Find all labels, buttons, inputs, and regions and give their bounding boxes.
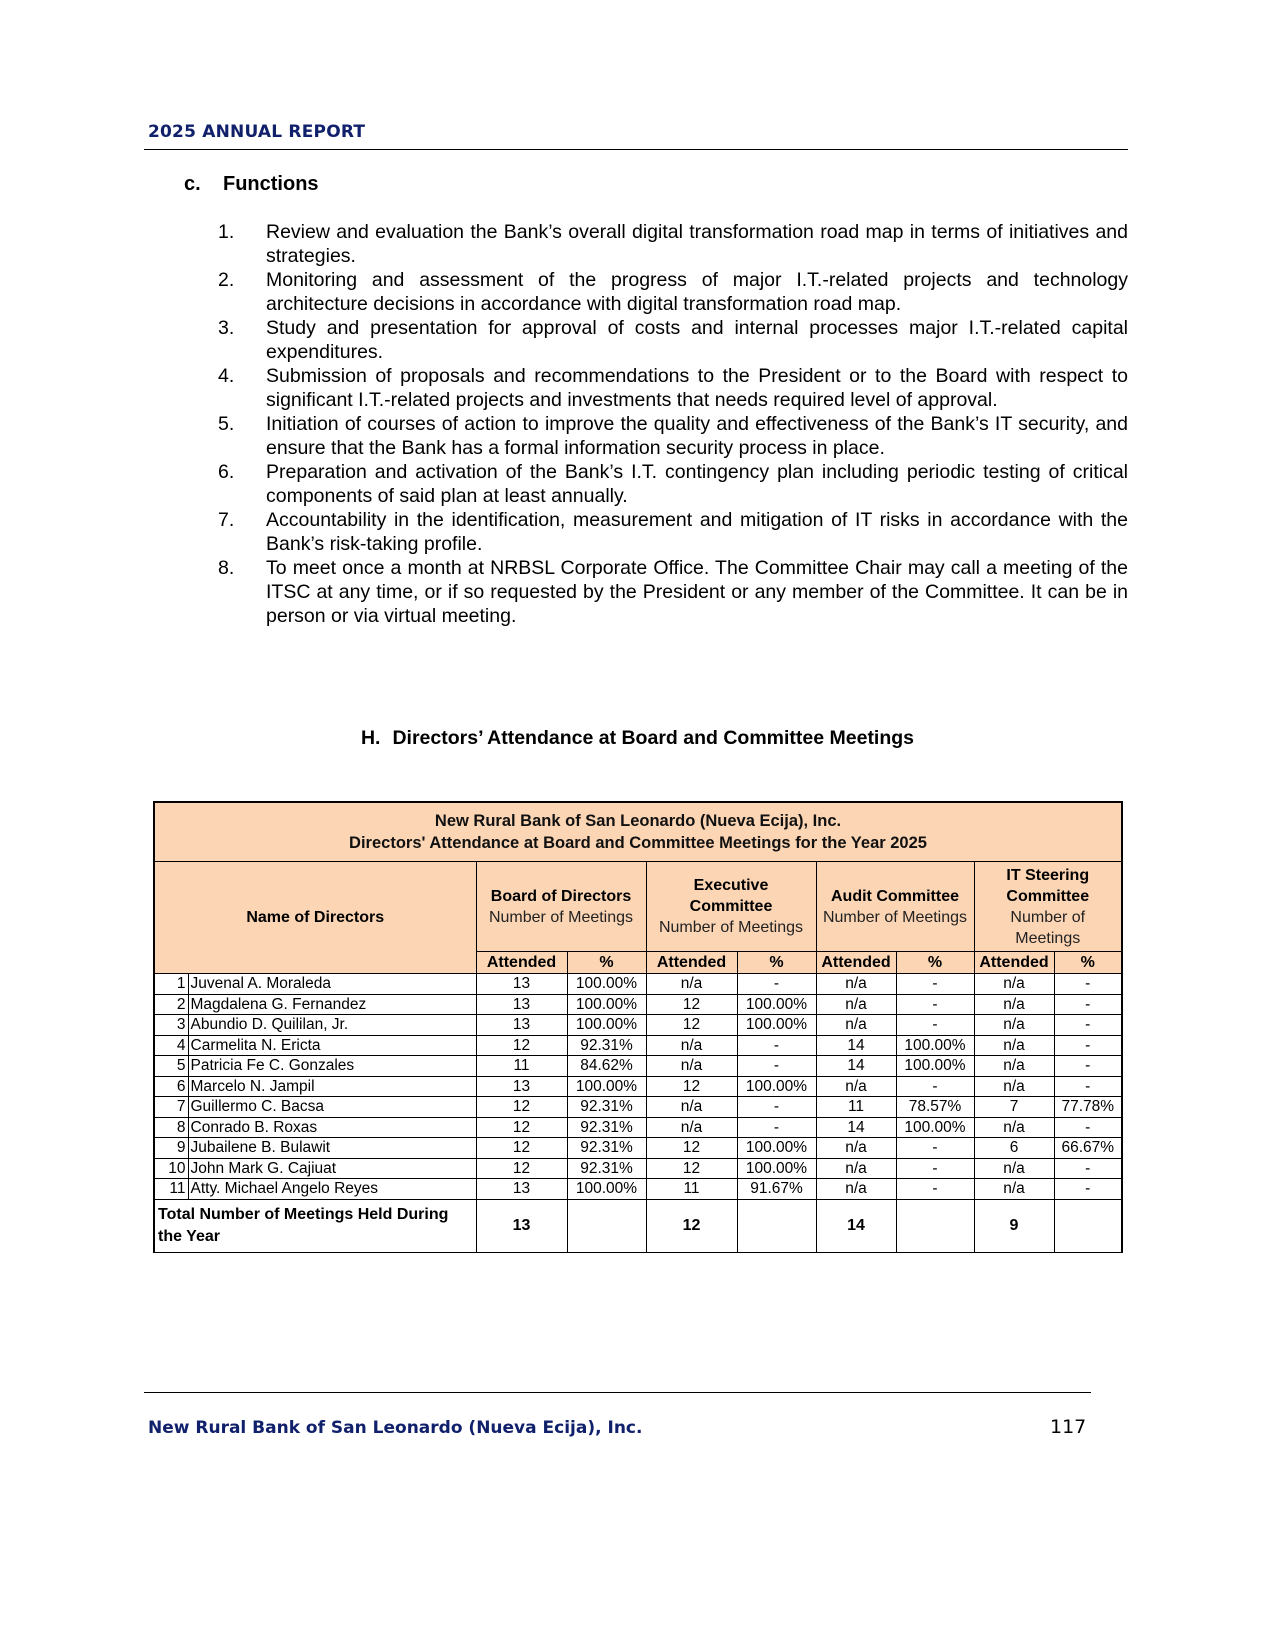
row-index: 11: [154, 1179, 188, 1200]
director-name: Guillermo C. Bacsa: [188, 1097, 476, 1118]
executive-header-sub: Number of Meetings: [658, 919, 804, 936]
board-pct-cell: 92.31%: [567, 1035, 646, 1056]
it-attended-cell: n/a: [974, 1015, 1054, 1036]
board-attended-cell: 13: [476, 1015, 567, 1036]
total-audit-blank: [896, 1199, 974, 1252]
table-row: [154, 1158, 1122, 1179]
row-index: 6: [154, 1076, 188, 1097]
board-pct-cell: 92.31%: [567, 1117, 646, 1138]
it-pct-cell: -: [1054, 994, 1122, 1015]
director-name: Atty. Michael Angelo Reyes: [188, 1179, 476, 1200]
board-attended-cell: 12: [476, 1158, 567, 1179]
executive-attended-cell: n/a: [646, 974, 737, 995]
list-item-text: Preparation and activation of the Bank’s I.T. contingency plan including periodic testing of critical components of said plan at least annually.: [266, 461, 1128, 507]
list-item-text: Accountability in the identification, measurement and mitigation of IT risks in accordance with the Bank’s risk-taking profile.: [266, 509, 1128, 555]
it-pct-cell: -: [1054, 1179, 1122, 1200]
executive-attended-cell: n/a: [646, 1097, 737, 1118]
footer-bank-name: New Rural Bank of San Leonardo (Nueva Ecija), Inc.: [148, 1418, 643, 1438]
header-divider: [144, 149, 1128, 150]
total-it: 9: [974, 1199, 1054, 1252]
it-attended-cell: n/a: [974, 974, 1054, 995]
list-item: [218, 508, 1128, 556]
it-steering-header-sub: Number of Meetings: [1010, 908, 1086, 947]
executive-pct-cell: 100.00%: [737, 1015, 816, 1036]
it-pct-header: %: [1054, 952, 1122, 974]
board-pct-cell: 100.00%: [567, 1015, 646, 1036]
audit-attended-cell: 11: [816, 1097, 896, 1118]
executive-pct-cell: -: [737, 1097, 816, 1118]
audit-pct-cell: 100.00%: [896, 1056, 974, 1077]
it-attended-cell: n/a: [974, 1158, 1054, 1179]
list-item-text: Study and presentation for approval of costs and internal processes major I.T.-related capital expenditures.: [266, 317, 1128, 363]
audit-pct-cell: -: [896, 1076, 974, 1097]
list-item-text: Submission of proposals and recommendations to the President or to the Board with respect to significant I.T.-related projects and investments that needs required level of approval.: [266, 365, 1128, 411]
functions-list: [218, 220, 1128, 628]
audit-attended-header: Attended: [816, 952, 896, 974]
it-pct-cell: -: [1054, 1076, 1122, 1097]
director-name: Carmelita N. Ericta: [188, 1035, 476, 1056]
executive-attended-cell: 12: [646, 1015, 737, 1036]
table-row: [154, 1117, 1122, 1138]
row-index: 3: [154, 1015, 188, 1036]
audit-header: [816, 862, 974, 952]
section-h-marker: H.: [360, 727, 381, 749]
audit-attended-cell: n/a: [816, 1076, 896, 1097]
audit-pct-cell: 78.57%: [896, 1097, 974, 1118]
executive-pct-cell: 100.00%: [737, 1158, 816, 1179]
executive-pct-cell: -: [737, 1117, 816, 1138]
table-row: [154, 1076, 1122, 1097]
it-attended-cell: n/a: [974, 1179, 1054, 1200]
table-title-line2: Directors' Attendance at Board and Committee Meetings for the Year 2025: [349, 834, 927, 852]
section-h-heading: [0, 727, 1275, 750]
executive-pct-cell: 100.00%: [737, 1076, 816, 1097]
list-item-text: Initiation of courses of action to improve the quality and effectiveness of the Bank’s IT security, and ensure that the Bank has a formal information security process in place.: [266, 413, 1128, 459]
table-title-line1: New Rural Bank of San Leonardo (Nueva Ecija), Inc.: [434, 812, 842, 830]
it-pct-cell: -: [1054, 1117, 1122, 1138]
row-index: 9: [154, 1138, 188, 1159]
attendance-table: [153, 801, 1123, 1253]
board-attended-cell: 12: [476, 1035, 567, 1056]
audit-pct-header: %: [896, 952, 974, 974]
board-pct-cell: 100.00%: [567, 1179, 646, 1200]
list-item: [218, 412, 1128, 460]
executive-pct-cell: 100.00%: [737, 994, 816, 1015]
executive-attended-cell: 12: [646, 1076, 737, 1097]
list-item: [218, 316, 1128, 364]
audit-pct-cell: -: [896, 1179, 974, 1200]
table-row: [154, 1138, 1122, 1159]
total-label: Total Number of Meetings Held During the Year: [154, 1199, 476, 1252]
list-item-number: 7.: [218, 509, 235, 531]
board-pct-header: %: [567, 952, 646, 974]
section-c-heading: [184, 173, 319, 196]
board-attended-cell: 12: [476, 1117, 567, 1138]
executive-attended-header: Attended: [646, 952, 737, 974]
list-item: [218, 460, 1128, 508]
audit-attended-cell: 14: [816, 1056, 896, 1077]
executive-pct-cell: -: [737, 1056, 816, 1077]
row-index: 1: [154, 974, 188, 995]
name-of-directors-header: Name of Directors: [154, 862, 476, 974]
it-pct-cell: 77.78%: [1054, 1097, 1122, 1118]
board-header-title: Board of Directors: [490, 887, 632, 905]
it-steering-header-title: IT Steering Committee: [1006, 866, 1090, 905]
row-index: 5: [154, 1056, 188, 1077]
table-row: [154, 974, 1122, 995]
director-name: Magdalena G. Fernandez: [188, 994, 476, 1015]
executive-header-title: Executive Committee: [689, 877, 773, 915]
list-item-number: 3.: [218, 317, 235, 339]
it-steering-header: [974, 862, 1122, 952]
it-pct-cell: -: [1054, 1158, 1122, 1179]
director-name: Marcelo N. Jampil: [188, 1076, 476, 1097]
it-pct-cell: -: [1054, 1056, 1122, 1077]
row-index: 8: [154, 1117, 188, 1138]
it-attended-header: Attended: [974, 952, 1054, 974]
report-header-title: 2025 ANNUAL REPORT: [148, 122, 366, 142]
director-name: Conrado B. Roxas: [188, 1117, 476, 1138]
board-pct-cell: 100.00%: [567, 994, 646, 1015]
list-item-text: Review and evaluation the Bank’s overall digital transformation road map in terms of initiatives and strategies.: [266, 221, 1128, 267]
audit-header-sub: Number of Meetings: [822, 908, 968, 926]
list-item-number: 1.: [218, 221, 235, 243]
row-index: 7: [154, 1097, 188, 1118]
table-row: [154, 1179, 1122, 1200]
list-item: [218, 268, 1128, 316]
list-item-number: 8.: [218, 557, 235, 579]
audit-pct-cell: -: [896, 1015, 974, 1036]
director-name: Patricia Fe C. Gonzales: [188, 1056, 476, 1077]
audit-attended-cell: 14: [816, 1035, 896, 1056]
list-item-number: 5.: [218, 413, 235, 435]
it-pct-cell: -: [1054, 1035, 1122, 1056]
table-row: [154, 994, 1122, 1015]
row-index: 2: [154, 994, 188, 1015]
executive-pct-cell: -: [737, 974, 816, 995]
board-header: [476, 862, 646, 952]
section-c-title: Functions: [223, 173, 319, 195]
audit-attended-cell: n/a: [816, 994, 896, 1015]
table-row: [154, 1056, 1122, 1077]
it-attended-cell: n/a: [974, 1117, 1054, 1138]
board-pct-cell: 100.00%: [567, 1076, 646, 1097]
audit-attended-cell: n/a: [816, 974, 896, 995]
director-rows: [154, 974, 1122, 1200]
audit-attended-cell: n/a: [816, 1158, 896, 1179]
it-attended-cell: n/a: [974, 1076, 1054, 1097]
audit-attended-cell: 14: [816, 1117, 896, 1138]
executive-attended-cell: 12: [646, 994, 737, 1015]
audit-pct-cell: -: [896, 1138, 974, 1159]
board-pct-cell: 92.31%: [567, 1097, 646, 1118]
director-name: John Mark G. Cajiuat: [188, 1158, 476, 1179]
it-attended-cell: 7: [974, 1097, 1054, 1118]
audit-attended-cell: n/a: [816, 1138, 896, 1159]
table-title: [154, 802, 1122, 862]
audit-attended-cell: n/a: [816, 1015, 896, 1036]
board-pct-cell: 84.62%: [567, 1056, 646, 1077]
executive-attended-cell: 12: [646, 1158, 737, 1179]
it-attended-cell: 6: [974, 1138, 1054, 1159]
director-name: Jubailene B. Bulawit: [188, 1138, 476, 1159]
board-attended-cell: 13: [476, 1076, 567, 1097]
total-it-blank: [1054, 1199, 1122, 1252]
board-attended-cell: 12: [476, 1138, 567, 1159]
total-executive: 12: [646, 1199, 737, 1252]
section-h-title: Directors’ Attendance at Board and Committee Meetings: [392, 727, 915, 749]
list-item-number: 4.: [218, 365, 235, 387]
it-pct-cell: 66.67%: [1054, 1138, 1122, 1159]
board-attended-cell: 11: [476, 1056, 567, 1077]
it-attended-cell: n/a: [974, 1056, 1054, 1077]
it-pct-cell: -: [1054, 974, 1122, 995]
executive-pct-cell: -: [737, 1035, 816, 1056]
director-name: Abundio D. Quililan, Jr.: [188, 1015, 476, 1036]
it-attended-cell: n/a: [974, 994, 1054, 1015]
section-c-marker: c.: [184, 173, 201, 195]
board-pct-cell: 100.00%: [567, 974, 646, 995]
board-attended-cell: 12: [476, 1097, 567, 1118]
board-pct-cell: 92.31%: [567, 1158, 646, 1179]
list-item-text: Monitoring and assessment of the progress of major I.T.-related projects and technology architecture decisions in accordance with digital transformation road map.: [266, 269, 1128, 315]
executive-attended-cell: n/a: [646, 1056, 737, 1077]
row-index: 4: [154, 1035, 188, 1056]
footer-divider: [144, 1392, 1091, 1393]
total-executive-blank: [737, 1199, 816, 1252]
audit-pct-cell: 100.00%: [896, 1117, 974, 1138]
list-item-number: 2.: [218, 269, 235, 291]
total-audit: 14: [816, 1199, 896, 1252]
audit-pct-cell: -: [896, 1158, 974, 1179]
audit-header-title: Audit Committee: [831, 887, 959, 905]
table-row: [154, 1097, 1122, 1118]
list-item-text: To meet once a month at NRBSL Corporate Office. The Committee Chair may call a meeting of the ITSC at any time, or if so requested by the President or any member of the Committee. It can be in person or via virtual meeting.: [266, 557, 1128, 627]
board-attended-cell: 13: [476, 1179, 567, 1200]
board-attended-cell: 13: [476, 994, 567, 1015]
list-item: [218, 364, 1128, 412]
table-row: [154, 1015, 1122, 1036]
director-name: Juvenal A. Moraleda: [188, 974, 476, 995]
table-row: [154, 1035, 1122, 1056]
audit-pct-cell: 100.00%: [896, 1035, 974, 1056]
audit-pct-cell: -: [896, 994, 974, 1015]
executive-pct-cell: 100.00%: [737, 1138, 816, 1159]
total-row: [154, 1199, 1122, 1252]
executive-attended-cell: n/a: [646, 1117, 737, 1138]
list-item: [218, 220, 1128, 268]
audit-pct-cell: -: [896, 974, 974, 995]
executive-pct-header: %: [737, 952, 816, 974]
audit-attended-cell: n/a: [816, 1179, 896, 1200]
total-board-blank: [567, 1199, 646, 1252]
executive-attended-cell: 12: [646, 1138, 737, 1159]
list-item: [218, 556, 1128, 628]
row-index: 10: [154, 1158, 188, 1179]
board-header-sub: Number of Meetings: [488, 908, 634, 926]
it-pct-cell: -: [1054, 1015, 1122, 1036]
list-item-number: 6.: [218, 461, 235, 483]
it-attended-cell: n/a: [974, 1035, 1054, 1056]
executive-header: [646, 862, 816, 952]
executive-pct-cell: 91.67%: [737, 1179, 816, 1200]
page-number: 117: [1050, 1416, 1087, 1438]
executive-attended-cell: 11: [646, 1179, 737, 1200]
board-attended-cell: 13: [476, 974, 567, 995]
total-board: 13: [476, 1199, 567, 1252]
board-attended-header: Attended: [476, 952, 567, 974]
executive-attended-cell: n/a: [646, 1035, 737, 1056]
board-pct-cell: 92.31%: [567, 1138, 646, 1159]
